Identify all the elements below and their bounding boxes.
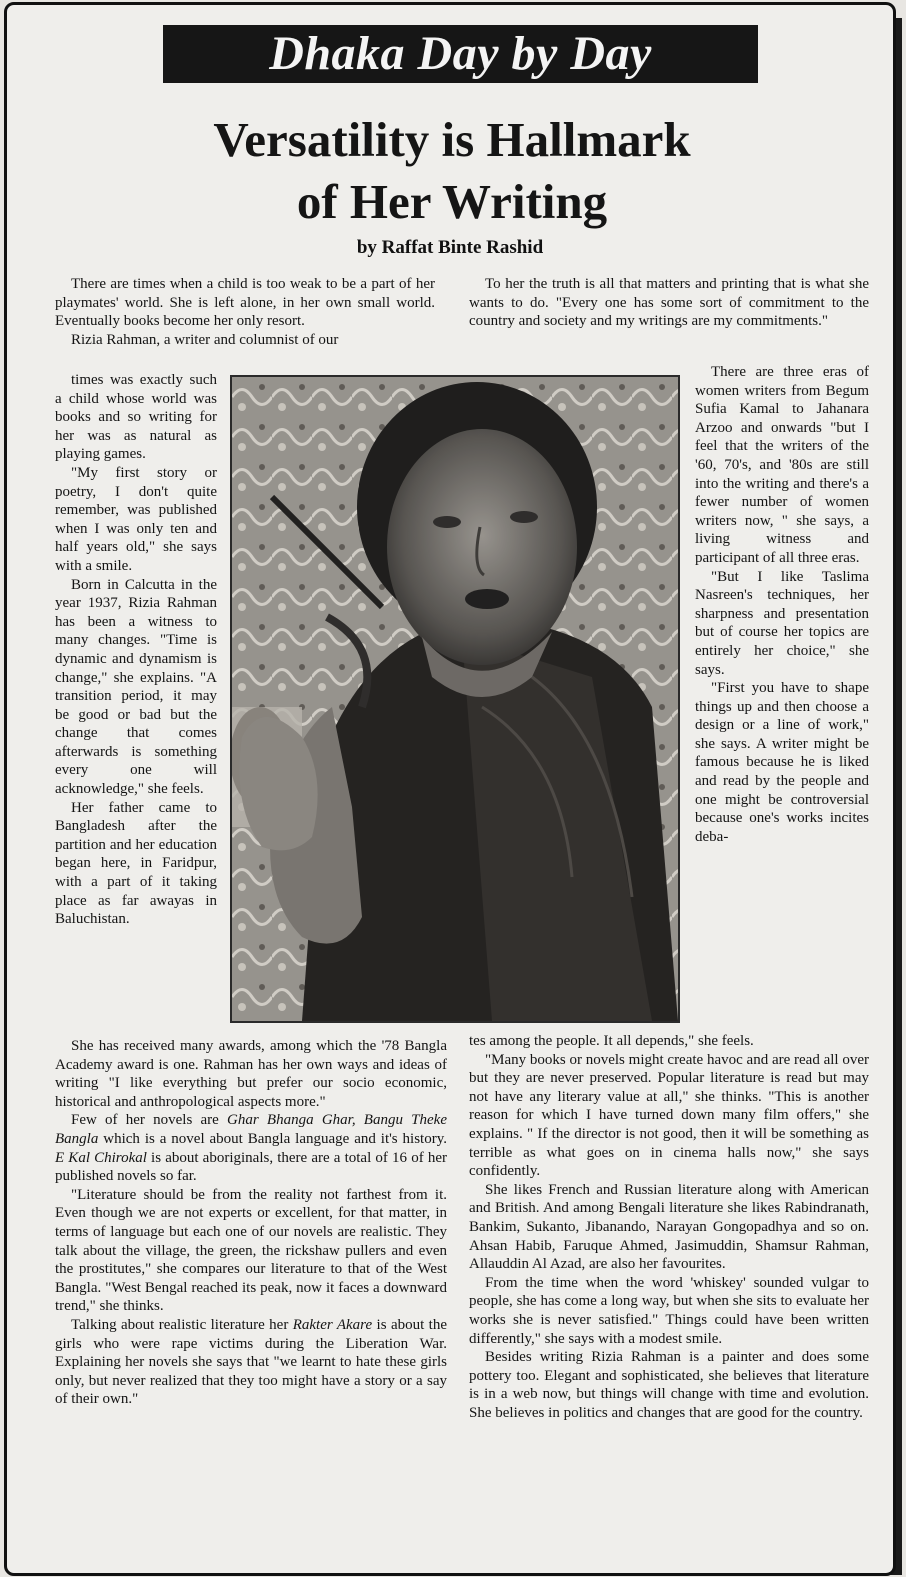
article-paragraph: She likes French and Russian literature along with American and British. And among Bengali literature she likes Rabindranath, Bankim, Sukanto, Jibanando, Narayan Gongopadhya and so on. Ahsan Habib, Faruque Ahmed, Jasimuddin, Shamsur Rahman, Allauddin Al Azad, are also her favourites. <box>469 1181 869 1273</box>
article-paragraph: Rizia Rahman, a writer and columnist of our <box>71 331 339 348</box>
section-banner: Dhaka Day by Day <box>163 25 758 83</box>
headline-line-1: Versatility is Hallmark <box>213 112 691 167</box>
article-paragraph: Her father came to Bangladesh after the partition and her education began here, in Faridpur, with a part of it taking place as far awayas in Baluchistan. <box>55 799 217 928</box>
article-right-top <box>469 275 869 331</box>
article-paragraph: There are three eras of women writers from Begum Sufia Kamal to Jahanara Arzoo and onwards "but I feel that the writers of the '60, 70's, and '80s are still into the writing and there's a fewer number of women writers now, " she says, a living witness and participant of all three eras. <box>695 364 869 566</box>
headline-line-2: of Her Writing <box>296 174 608 229</box>
article-paragraph: "First you have to shape things up and then choose a design or a line of work," she says. A writer might be famous because he is liked and read by the people and one might be controversial because one's works incites deba- <box>695 680 869 845</box>
article-paragraph: "Literature should be from the reality not farthest from it. Even though we are not experts or excellent, for that matter, in terms of language but each one of our novels are realistic. They talk about the village, the green, the rickshaw pullers and even the prostitutes," she compares our literature to that of the West Bangla. "West Bengal reached its peak, now it faces a downward trend," she thinks. <box>55 1186 447 1315</box>
article-paragraph: tes among the people. It all depends," she feels. <box>469 1033 754 1049</box>
portrait-photo-icon <box>232 377 678 1021</box>
article-paragraph: From the time when the word 'whiskey' sounded vulgar to people, she has come a long way, but when she sits to evaluate her works she is never satisfied." Things could have been written differently," she says with a modest smile. <box>469 1274 869 1347</box>
article-paragraph: "But I like Taslima Nasreen's techniques, her sharpness and presentation but of course her topics are entirely her choice," she says. <box>695 568 869 678</box>
article-paragraph: "My first story or poetry, I don't quite remember, was published when I was only ten and half years old," she says with a smile. <box>55 464 217 574</box>
byline: by Raffat Binte Rashid <box>356 237 544 258</box>
article-right-bottom <box>469 1032 869 1422</box>
article-right-narrow <box>695 363 869 846</box>
article-paragraph: Besides writing Rizia Rahman is a painter and does some pottery too. Elegant and sophisticated, she believes that literature is in a web now, but things will change with time and evolution. She believes in politics and changes that are good for the country. <box>469 1349 869 1421</box>
article-paragraph: Few of her novels are Ghar Bhanga Ghar, Bangu Theke Bangla which is a novel about Bangla language and it's history. E Kal Chirokal is about aboriginals, there are a total of 16 of her published novels so far. <box>55 1112 447 1185</box>
novel-title: E Kal Chirokal <box>55 1149 147 1166</box>
headline <box>47 109 857 233</box>
article-paragraph: Born in Calcutta in the year 1937, Rizia Rahman has been a witness to many changes. "Time is dynamic and dynamism is change," she explains. "A transition period, it may be good or bad but the change that comes afterwards is something every one will acknowledge," she feels. <box>55 576 217 798</box>
newspaper-clipping <box>4 2 896 1576</box>
novel-title: Rakter Akare <box>292 1316 373 1333</box>
article-paragraph: She has received many awards, among which the '78 Bangla Academy award is one. Rahman has her own ways and ideas of writing "I like everything but prefer our socio economic, historical and anthropological aspects more." <box>55 1038 447 1110</box>
article-paragraph: To her the truth is all that matters and printing that is what she wants to do. "Every one has some sort of commitment to the country and society and my writings are my commitments." <box>469 276 869 330</box>
article-left-bottom <box>55 1037 447 1409</box>
article-left-top <box>55 275 435 349</box>
article-paragraph: "Many books or novels might create havoc and are read all over but they are never preserved. Popular literature is read but may not have any literary value at all," she thinks. "This is another reason for which I have turned down many film offers," she explains. " If the director is not good, then it will be something as terrible as what goes on in cinema halls now," she says confidently. <box>469 1051 869 1180</box>
article-left-narrow <box>55 371 217 929</box>
article-paragraph: Talking about realistic literature her Rakter Akare is about the girls who were rape victims during the Liberation War. Explaining her novels she says that "we learnt to hate these girls only, but never realized that they too might have a story or a say of their own." <box>55 1316 447 1408</box>
portrait-photo <box>230 375 680 1023</box>
novel-title: Ghar Bhanga Ghar, Bangu Theke Bangla <box>55 1112 447 1147</box>
article-paragraph: There are times when a child is too weak to be a part of her playmates' world. She is left alone, in her own small world. Eventually books become her only resort. <box>55 276 435 330</box>
article-paragraph: times was exactly such a child whose world was books and so writing for her was as natural as playing games. <box>55 372 217 463</box>
